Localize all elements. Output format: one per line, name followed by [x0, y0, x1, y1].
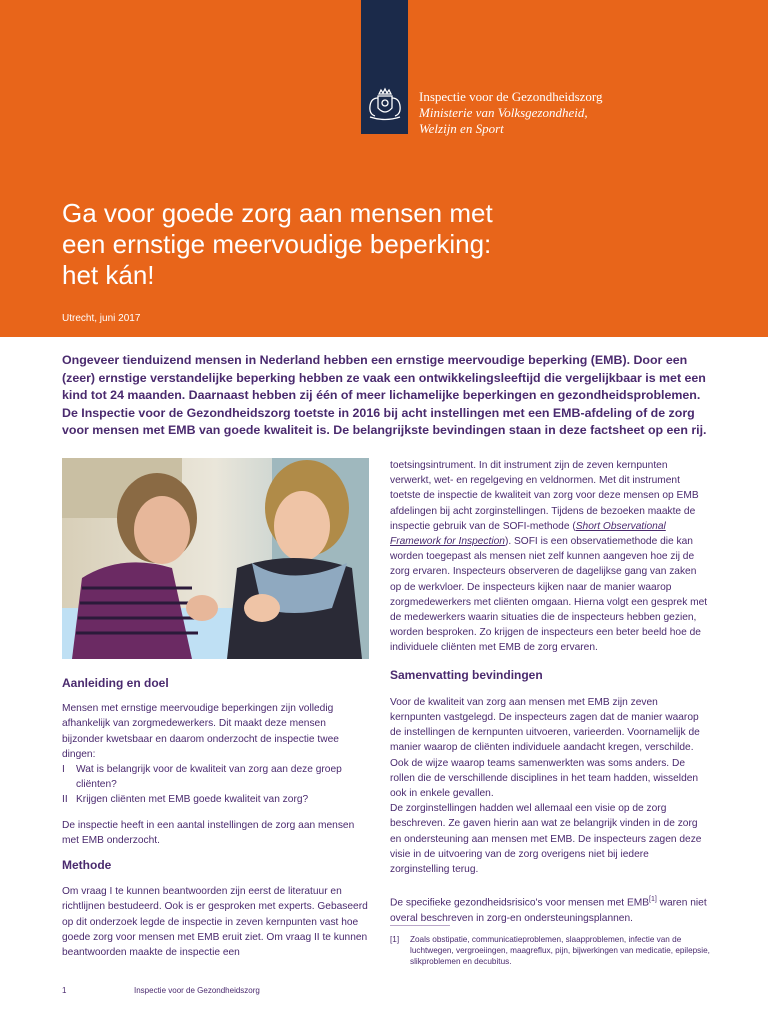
- samenvatting-3-part-a: De specifieke gezondheidsrisico's voor mensen met EMB: [390, 897, 650, 909]
- page-title: [62, 198, 582, 291]
- coat-of-arms-icon: [365, 86, 405, 122]
- title-line-2: een ernstige meervoudige beperking:: [62, 229, 492, 259]
- publication-date: Utrecht, juni 2017: [62, 313, 141, 324]
- logo-bar: [361, 0, 408, 134]
- list-item-question-1: [62, 762, 369, 792]
- org-line-1: Inspectie voor de Gezondheidszorg: [419, 89, 603, 104]
- heading-samenvatting: Samenvatting bevindingen: [390, 667, 543, 682]
- paragraph-samenvatting-1: Voor de kwaliteit van zorg aan mensen met EMB zijn zeven kernpunten vastgelegd. De inspecteurs zagen dat de manier waarop de instellingen de kernpunten uitvoeren, varieerden. Voornamelijk de manier waarop de cliënten individuele aandacht kregen, verschilde. Ook de wijze waarop teams samenwerkten was soms anders. De rollen die de verschillende disciplines in het team hadden, wisselden ook in enkele gevallen.: [390, 696, 700, 800]
- sofi-link[interactable]: Short Observational Framework for Inspection: [390, 520, 666, 548]
- list-item-question-2: [62, 792, 369, 807]
- org-line-3: Welzijn en Sport: [419, 121, 504, 136]
- question-2-number: II: [62, 794, 68, 806]
- heading-aanleiding: Aanleiding en doel: [62, 676, 169, 690]
- paragraph-methode: Om vraag I te kunnen beantwoorden zijn eerst de literatuur en richtlijnen bestudeerd. Ook is er gesproken met experts. Gebaseerd op dit onderzoek legde de inspectie in zeven kernpunten vast hoe goede zorg voor mensen met EMB eruit ziet. Om vraag II te kunnen beantwoorden maakte de inspectie een: [62, 886, 368, 959]
- question-1-text: Wat is belangrijk voor de kwaliteit van zorg aan deze groep cliënten?: [76, 764, 342, 791]
- methode-cont-part-a: toetsingsintrument. In dit instrument zijn de zeven kernpunten verwerkt, wet- en regelgeving en veldnormen. Met dit instrument toetste de inspectie de kwaliteit van zorg voor deze mensen op EMB afdelingen bij acht zorginstellingen. Tijdens de bezoeken maakte de inspectie gebruik van de SOFI-methode (: [390, 460, 699, 532]
- page-number: 1: [62, 986, 67, 995]
- title-line-3: het kán!: [62, 260, 155, 290]
- right-column: [390, 458, 710, 926]
- question-1-number: I: [62, 764, 65, 776]
- org-line-2: Ministerie van Volksgezondheid,: [419, 105, 588, 120]
- footnote-reference[interactable]: [1]: [649, 896, 657, 904]
- footnote: [390, 934, 710, 967]
- question-2-text: Krijgen cliënten met EMB goede kwaliteit van zorg?: [76, 794, 309, 806]
- methode-cont-part-b: ). SOFI is een observatiemethode die kan worden toegepast als mensen niet zelf kunnen aangeven hoe zij de zorg ervaren. Inspecteurs observeren de dagelijkse gang van zaken op de werkvloer. De inspecteurs kijken naar de manier waarop zorgmedewerkers met cliënten omgaan. Hierna volgt een gesprek met de medewerkers waarin situaties die de inspecteurs hebben gezien, worden besproken. Zo krijgen de inspecteurs een beter beeld hoe de individuele cliënten met EMB de zorg ervaren.: [390, 536, 708, 654]
- title-line-1: Ga voor goede zorg aan mensen met: [62, 198, 493, 228]
- page-footer: [62, 986, 260, 995]
- header-banner: [0, 0, 768, 337]
- footnote-marker: [1]: [390, 935, 400, 944]
- photo-client-and-caregiver: [62, 458, 369, 659]
- footer-title: Inspectie voor de Gezondheidszorg: [134, 986, 260, 995]
- footnote-divider: [390, 925, 450, 926]
- photo-illustration: [62, 458, 369, 659]
- paragraph-samenvatting-3: [390, 892, 710, 926]
- paragraph-samenvatting-2: De zorginstellingen hadden wel allemaal een visie op de zorg beschreven. Ze gaven hierin aan wat ze belangrijk vinden in de zorg en ondersteuning aan mensen met EMB. De inspecteurs zagen deze visie in de uitvoering van de zorg overigens niet bij iedere zorginstelling terug.: [390, 803, 702, 876]
- heading-methode: Methode: [62, 858, 112, 873]
- intro-paragraph: Ongeveer tienduizend mensen in Nederland hebben een ernstige meervoudige beperking (EMB). Door een (zeer) ernstige verstandelijke beperking hebben ze vaak een ontwikkelingsleeftijd die vergelijkbaar is met een kind tot 24 maanden. Daarnaast hebben zij één of meer lichamelijke beperkingen en gezondheidsproblemen. De Inspectie voor de Gezondheidszorg toetste in 2016 bij acht instellingen met een EMB-afdeling of de zorg voor mensen met EMB van goede kwaliteit is. De belangrijkste bevindingen staan in deze factsheet op een rij.: [62, 353, 707, 437]
- paragraph-aanleiding-2: De inspectie heeft in een aantal instellingen de zorg aan mensen met EMB onderzocht.: [62, 819, 355, 846]
- organization-name: [419, 89, 603, 137]
- paragraph-aanleiding: Mensen met ernstige meervoudige beperkingen zijn volledig afhankelijk van zorgmedewerkers. Dit maakt deze mensen bijzonder kwetsbaar en daarom onderzocht de inspectie twee dingen:: [62, 703, 339, 760]
- samenvatting-3-part-b: waren niet overal beschreven in zorg-en ondersteuningsplannen.: [390, 897, 707, 924]
- left-column: [62, 676, 369, 960]
- footnote-text: Zoals obstipatie, communicatieproblemen, slaapproblemen, infectie van de luchtwegen, vergroeiingen, maagreflux, pijn, bijwerkingen van medicatie, epilepsie, slikproblemen en decubitus.: [410, 935, 710, 966]
- paragraph-methode-continued: [390, 458, 710, 656]
